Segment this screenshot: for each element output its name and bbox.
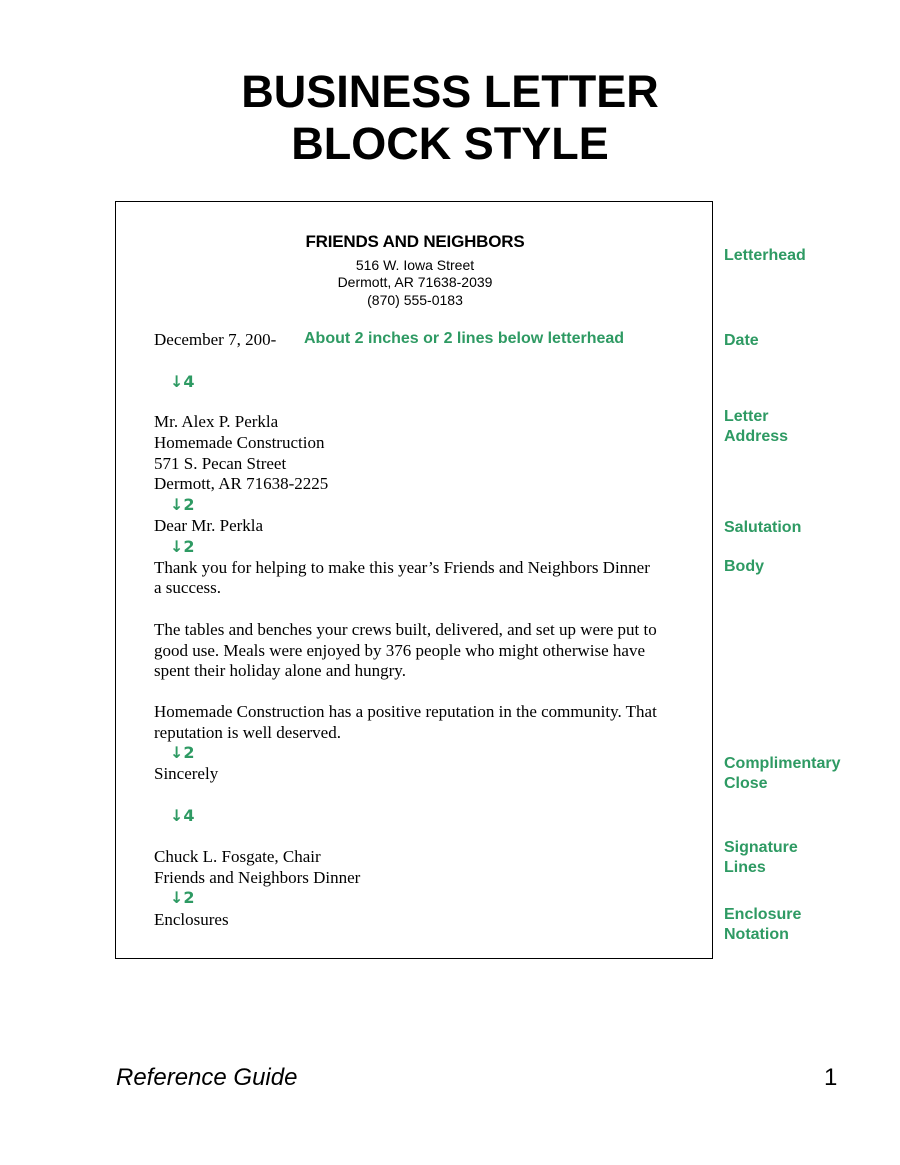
enclosure-notation: Enclosures xyxy=(154,910,229,929)
address-line: 571 S. Pecan Street xyxy=(154,454,287,473)
side-label-letter-address: Letter Address xyxy=(724,408,789,445)
date-note: About 2 inches or 2 lines below letterhead xyxy=(304,330,625,347)
page-title xyxy=(0,66,900,170)
side-label-date: Date xyxy=(724,332,759,349)
side-label-letterhead: Letterhead xyxy=(724,247,806,264)
page-number: 1 xyxy=(824,1064,838,1091)
side-label-salutation: Salutation xyxy=(724,519,802,536)
side-label-enclosure-notation: Enclosure Notation xyxy=(724,906,802,943)
letterhead-city: Dermott, AR 71638-2039 xyxy=(337,274,493,290)
spacing-marker: ↓2 xyxy=(170,888,195,907)
footer-title: Reference Guide xyxy=(116,1064,298,1091)
spacing-marker: ↓2 xyxy=(170,743,195,762)
side-label-body: Body xyxy=(724,558,764,575)
spacing-marker: ↓4 xyxy=(170,372,195,391)
letterhead-phone: (870) 555-0183 xyxy=(367,292,463,308)
title-line-1: BUSINESS LETTER xyxy=(241,66,659,117)
body-line: a success. xyxy=(154,578,222,597)
title-line-2: BLOCK STYLE xyxy=(291,118,609,169)
body-line: Homemade Construction has a positive reputation in the community. That xyxy=(154,702,657,721)
letterhead-org: FRIENDS AND NEIGHBORS xyxy=(305,232,525,251)
body-line: good use. Meals were enjoyed by 376 people who might otherwise have xyxy=(154,641,645,660)
signature-line: Friends and Neighbors Dinner xyxy=(154,868,361,887)
signature-line: Chuck L. Fosgate, Chair xyxy=(154,847,321,866)
side-label-complimentary-close: Complimentary Close xyxy=(724,755,841,792)
complimentary-close: Sincerely xyxy=(154,764,219,783)
address-line: Dermott, AR 71638-2225 xyxy=(154,474,329,493)
letterhead-street: 516 W. Iowa Street xyxy=(355,257,475,273)
body-line: Thank you for helping to make this year’s Friends and Neighbors Dinner xyxy=(154,558,650,577)
side-label-signature-lines: Signature Lines xyxy=(724,839,798,876)
spacing-marker: ↓2 xyxy=(170,495,195,514)
body-line: spent their holiday alone and hungry. xyxy=(154,661,406,680)
spacing-marker: ↓2 xyxy=(170,537,195,556)
spacing-marker: ↓4 xyxy=(170,806,195,825)
salutation: Dear Mr. Perkla xyxy=(154,516,264,535)
letter-date: December 7, 200- xyxy=(154,330,277,349)
body-line: reputation is well deserved. xyxy=(154,723,341,742)
address-line: Homemade Construction xyxy=(154,433,325,452)
address-line: Mr. Alex P. Perkla xyxy=(154,412,279,431)
body-line: The tables and benches your crews built, delivered, and set up were put to xyxy=(154,620,657,639)
